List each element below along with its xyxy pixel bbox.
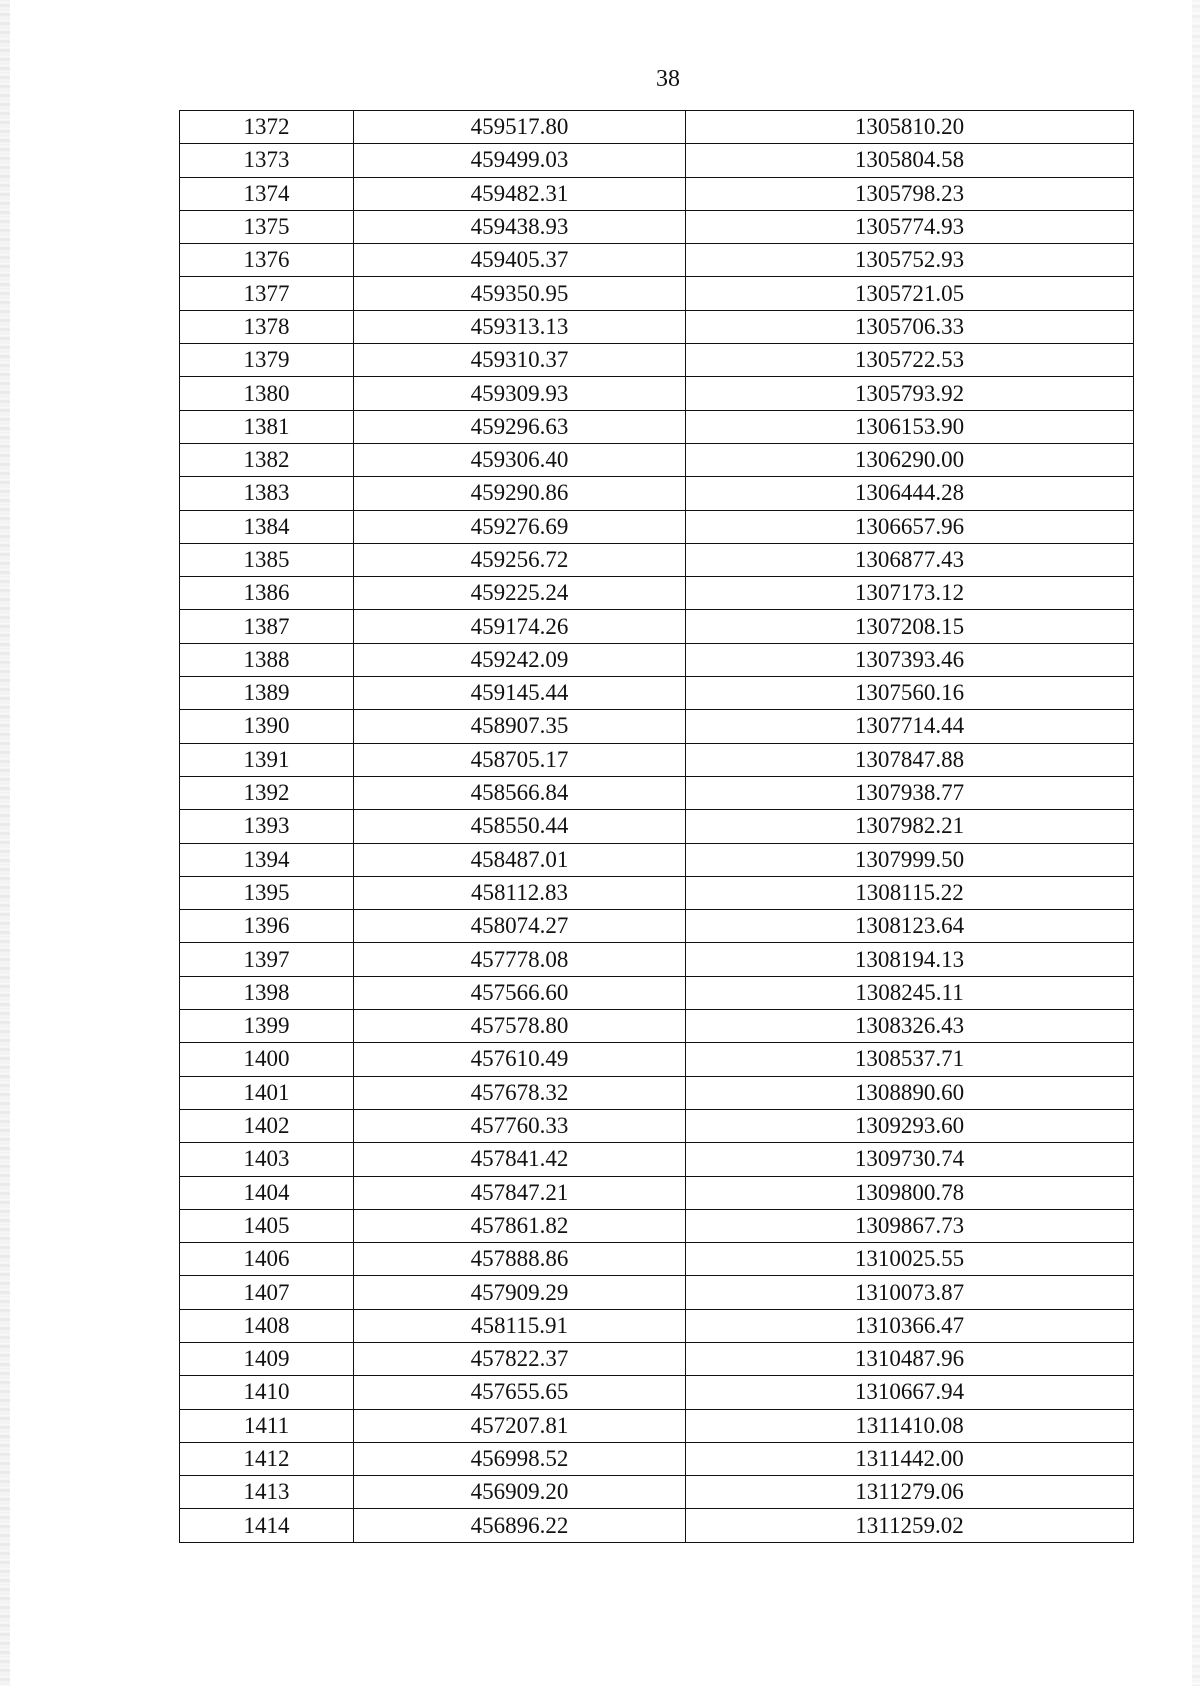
- x-coordinate-cell: 457760.33: [354, 1109, 686, 1142]
- table-row: [180, 344, 1134, 377]
- table-row: [180, 1109, 1134, 1142]
- x-coordinate-cell: 458112.83: [354, 876, 686, 909]
- point-number-cell: 1392: [180, 776, 354, 809]
- point-number-cell: 1406: [180, 1243, 354, 1276]
- x-coordinate-cell: 459290.86: [354, 477, 686, 510]
- point-number-cell: 1377: [180, 277, 354, 310]
- point-number-cell: 1373: [180, 144, 354, 177]
- table-row: [180, 277, 1134, 310]
- point-number-cell: 1399: [180, 1010, 354, 1043]
- x-coordinate-cell: 459256.72: [354, 543, 686, 576]
- x-coordinate-cell: 459306.40: [354, 443, 686, 476]
- table-row: [180, 477, 1134, 510]
- x-coordinate-cell: 457207.81: [354, 1409, 686, 1442]
- point-number-cell: 1375: [180, 210, 354, 243]
- y-coordinate-cell: 1307847.88: [686, 743, 1134, 776]
- y-coordinate-cell: 1305706.33: [686, 310, 1134, 343]
- y-coordinate-cell: 1307208.15: [686, 610, 1134, 643]
- x-coordinate-cell: 459517.80: [354, 111, 686, 144]
- table-row: [180, 1309, 1134, 1342]
- point-number-cell: 1396: [180, 910, 354, 943]
- y-coordinate-cell: 1305721.05: [686, 277, 1134, 310]
- y-coordinate-cell: 1307999.50: [686, 843, 1134, 876]
- table-row: [180, 310, 1134, 343]
- y-coordinate-cell: 1311410.08: [686, 1409, 1134, 1442]
- point-number-cell: 1398: [180, 976, 354, 1009]
- page-number: 38: [656, 66, 680, 92]
- x-coordinate-cell: 459499.03: [354, 144, 686, 177]
- point-number-cell: 1384: [180, 510, 354, 543]
- table-row: [180, 244, 1134, 277]
- y-coordinate-cell: 1307938.77: [686, 776, 1134, 809]
- table-row: [180, 443, 1134, 476]
- y-coordinate-cell: 1306877.43: [686, 543, 1134, 576]
- point-number-cell: 1394: [180, 843, 354, 876]
- point-number-cell: 1393: [180, 810, 354, 843]
- table-row: [180, 1209, 1134, 1242]
- table-row: [180, 1076, 1134, 1109]
- scan-edge-right: [1192, 0, 1200, 1686]
- table-row: [180, 577, 1134, 610]
- y-coordinate-cell: 1307173.12: [686, 577, 1134, 610]
- table-row: [180, 1043, 1134, 1076]
- x-coordinate-cell: 457847.21: [354, 1176, 686, 1209]
- point-number-cell: 1378: [180, 310, 354, 343]
- table-row: [180, 1143, 1134, 1176]
- y-coordinate-cell: 1305774.93: [686, 210, 1134, 243]
- y-coordinate-cell: 1306153.90: [686, 410, 1134, 443]
- x-coordinate-cell: 459174.26: [354, 610, 686, 643]
- x-coordinate-cell: 457841.42: [354, 1143, 686, 1176]
- table-row: [180, 1176, 1134, 1209]
- x-coordinate-cell: 459482.31: [354, 177, 686, 210]
- coordinate-table: [179, 110, 1134, 1543]
- y-coordinate-cell: 1305752.93: [686, 244, 1134, 277]
- table-row: [180, 144, 1134, 177]
- point-number-cell: 1409: [180, 1342, 354, 1375]
- table-row: [180, 177, 1134, 210]
- scan-edge-left: [0, 0, 10, 1686]
- y-coordinate-cell: 1308123.64: [686, 910, 1134, 943]
- point-number-cell: 1412: [180, 1442, 354, 1475]
- x-coordinate-cell: 458566.84: [354, 776, 686, 809]
- x-coordinate-cell: 458550.44: [354, 810, 686, 843]
- point-number-cell: 1383: [180, 477, 354, 510]
- point-number-cell: 1414: [180, 1509, 354, 1542]
- table-row: [180, 976, 1134, 1009]
- table-row: [180, 843, 1134, 876]
- table-row: [180, 1342, 1134, 1375]
- y-coordinate-cell: 1308890.60: [686, 1076, 1134, 1109]
- point-number-cell: 1381: [180, 410, 354, 443]
- point-number-cell: 1372: [180, 111, 354, 144]
- y-coordinate-cell: 1308194.13: [686, 943, 1134, 976]
- table-row: [180, 543, 1134, 576]
- y-coordinate-cell: 1305804.58: [686, 144, 1134, 177]
- x-coordinate-cell: 457655.65: [354, 1376, 686, 1409]
- table-row: [180, 510, 1134, 543]
- table-row: [180, 610, 1134, 643]
- x-coordinate-cell: 459438.93: [354, 210, 686, 243]
- y-coordinate-cell: 1310073.87: [686, 1276, 1134, 1309]
- point-number-cell: 1385: [180, 543, 354, 576]
- x-coordinate-cell: 457578.80: [354, 1010, 686, 1043]
- x-coordinate-cell: 457888.86: [354, 1243, 686, 1276]
- point-number-cell: 1407: [180, 1276, 354, 1309]
- y-coordinate-cell: 1306290.00: [686, 443, 1134, 476]
- y-coordinate-cell: 1308245.11: [686, 976, 1134, 1009]
- table-row: [180, 1476, 1134, 1509]
- table-row: [180, 1409, 1134, 1442]
- y-coordinate-cell: 1310667.94: [686, 1376, 1134, 1409]
- table-row: [180, 910, 1134, 943]
- table-row: [180, 743, 1134, 776]
- y-coordinate-cell: 1307560.16: [686, 677, 1134, 710]
- y-coordinate-cell: 1309800.78: [686, 1176, 1134, 1209]
- point-number-cell: 1408: [180, 1309, 354, 1342]
- y-coordinate-cell: 1311442.00: [686, 1442, 1134, 1475]
- x-coordinate-cell: 457909.29: [354, 1276, 686, 1309]
- y-coordinate-cell: 1311279.06: [686, 1476, 1134, 1509]
- y-coordinate-cell: 1310366.47: [686, 1309, 1134, 1342]
- point-number-cell: 1395: [180, 876, 354, 909]
- point-number-cell: 1391: [180, 743, 354, 776]
- x-coordinate-cell: 456998.52: [354, 1442, 686, 1475]
- y-coordinate-cell: 1308115.22: [686, 876, 1134, 909]
- table-row: [180, 377, 1134, 410]
- point-number-cell: 1401: [180, 1076, 354, 1109]
- table-row: [180, 643, 1134, 676]
- table-row: [180, 677, 1134, 710]
- x-coordinate-cell: 457861.82: [354, 1209, 686, 1242]
- y-coordinate-cell: 1307714.44: [686, 710, 1134, 743]
- point-number-cell: 1397: [180, 943, 354, 976]
- table-row: [180, 210, 1134, 243]
- y-coordinate-cell: 1309730.74: [686, 1143, 1134, 1176]
- x-coordinate-cell: 459313.13: [354, 310, 686, 343]
- y-coordinate-cell: 1306657.96: [686, 510, 1134, 543]
- y-coordinate-cell: 1305810.20: [686, 111, 1134, 144]
- y-coordinate-cell: 1305722.53: [686, 344, 1134, 377]
- table-row: [180, 1276, 1134, 1309]
- x-coordinate-cell: 459276.69: [354, 510, 686, 543]
- x-coordinate-cell: 459310.37: [354, 344, 686, 377]
- x-coordinate-cell: 457566.60: [354, 976, 686, 1009]
- point-number-cell: 1413: [180, 1476, 354, 1509]
- y-coordinate-cell: 1308326.43: [686, 1010, 1134, 1043]
- x-coordinate-cell: 457610.49: [354, 1043, 686, 1076]
- point-number-cell: 1402: [180, 1109, 354, 1142]
- point-number-cell: 1390: [180, 710, 354, 743]
- point-number-cell: 1382: [180, 443, 354, 476]
- y-coordinate-cell: 1309867.73: [686, 1209, 1134, 1242]
- point-number-cell: 1386: [180, 577, 354, 610]
- x-coordinate-cell: 459350.95: [354, 277, 686, 310]
- y-coordinate-cell: 1310487.96: [686, 1342, 1134, 1375]
- y-coordinate-cell: 1305798.23: [686, 177, 1134, 210]
- point-number-cell: 1405: [180, 1209, 354, 1242]
- table-row: [180, 410, 1134, 443]
- x-coordinate-cell: 458115.91: [354, 1309, 686, 1342]
- point-number-cell: 1380: [180, 377, 354, 410]
- y-coordinate-cell: 1306444.28: [686, 477, 1134, 510]
- point-number-cell: 1374: [180, 177, 354, 210]
- point-number-cell: 1404: [180, 1176, 354, 1209]
- x-coordinate-cell: 456896.22: [354, 1509, 686, 1542]
- x-coordinate-cell: 457822.37: [354, 1342, 686, 1375]
- y-coordinate-cell: 1311259.02: [686, 1509, 1134, 1542]
- table-row: [180, 943, 1134, 976]
- x-coordinate-cell: 458705.17: [354, 743, 686, 776]
- x-coordinate-cell: 459242.09: [354, 643, 686, 676]
- x-coordinate-cell: 458074.27: [354, 910, 686, 943]
- point-number-cell: 1387: [180, 610, 354, 643]
- table-row: [180, 876, 1134, 909]
- point-number-cell: 1411: [180, 1409, 354, 1442]
- point-number-cell: 1376: [180, 244, 354, 277]
- table-row: [180, 1442, 1134, 1475]
- x-coordinate-cell: 457778.08: [354, 943, 686, 976]
- x-coordinate-cell: 457678.32: [354, 1076, 686, 1109]
- x-coordinate-cell: 458487.01: [354, 843, 686, 876]
- x-coordinate-cell: 459145.44: [354, 677, 686, 710]
- y-coordinate-cell: 1305793.92: [686, 377, 1134, 410]
- y-coordinate-cell: 1307393.46: [686, 643, 1134, 676]
- x-coordinate-cell: 459405.37: [354, 244, 686, 277]
- point-number-cell: 1403: [180, 1143, 354, 1176]
- y-coordinate-cell: 1308537.71: [686, 1043, 1134, 1076]
- y-coordinate-cell: 1307982.21: [686, 810, 1134, 843]
- x-coordinate-cell: 459309.93: [354, 377, 686, 410]
- table-row: [180, 710, 1134, 743]
- table-row: [180, 1243, 1134, 1276]
- x-coordinate-cell: 458907.35: [354, 710, 686, 743]
- point-number-cell: 1379: [180, 344, 354, 377]
- y-coordinate-cell: 1309293.60: [686, 1109, 1134, 1142]
- point-number-cell: 1389: [180, 677, 354, 710]
- point-number-cell: 1400: [180, 1043, 354, 1076]
- coordinate-table-body: [180, 111, 1134, 1543]
- table-row: [180, 810, 1134, 843]
- table-row: [180, 776, 1134, 809]
- x-coordinate-cell: 456909.20: [354, 1476, 686, 1509]
- table-row: [180, 1376, 1134, 1409]
- point-number-cell: 1388: [180, 643, 354, 676]
- table-row: [180, 111, 1134, 144]
- table-row: [180, 1010, 1134, 1043]
- point-number-cell: 1410: [180, 1376, 354, 1409]
- x-coordinate-cell: 459225.24: [354, 577, 686, 610]
- x-coordinate-cell: 459296.63: [354, 410, 686, 443]
- table-row: [180, 1509, 1134, 1542]
- y-coordinate-cell: 1310025.55: [686, 1243, 1134, 1276]
